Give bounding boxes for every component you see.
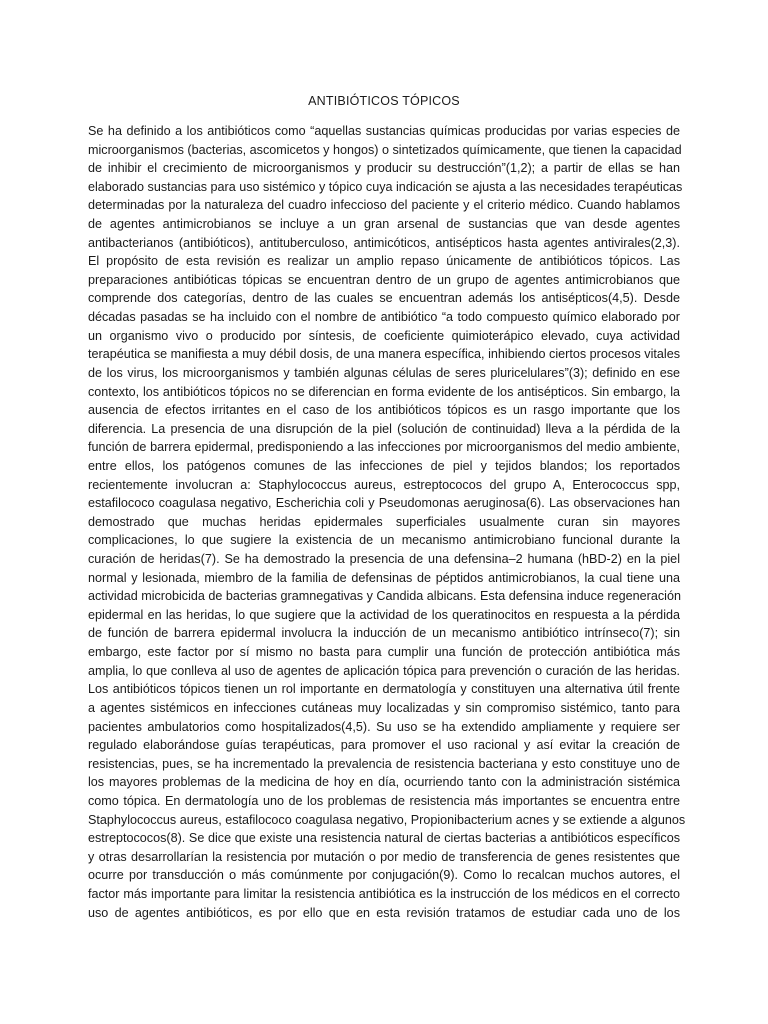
text-line: ausencia de efectos irritantes en el caso de los antibióticos tópicos es un rasgo importante que los (88, 403, 680, 418)
text-line: los mayores problemas de la medicina de hoy en día, ocurriendo tanto con la administración sistémica (88, 775, 680, 790)
text-line: función de barrera epidermal, predisponiendo a las infecciones por microorganismos del medio ambiente, (88, 440, 680, 455)
text-line: Los antibióticos tópicos tienen un rol importante en dermatología y constituyen una alternativa útil frente (88, 682, 680, 697)
text-line: como tópica. En dermatología uno de los problemas de resistencia más importantes se encuentra entre (88, 793, 680, 808)
text-line: ocurre por transducción o más comúnmente por conjugación(9). Como lo recalcan muchos autores, el (88, 868, 680, 883)
text-line: Staphylococcus aureus, estafilococo coagulasa negativo, Propionibacterium acnes y se extiende a algunos (88, 812, 686, 827)
body-paragraph (88, 122, 686, 922)
document-title: ANTIBIÓTICOS TÓPICOS (308, 94, 460, 108)
text-line: décadas pasadas se ha incluido con el nombre de antibiótico “a todo compuesto químico elaborado por (88, 310, 680, 325)
text-line: curación de heridas(7). Se ha demostrado la presencia de una defensina–2 humana (hBD-2) en la piel (88, 552, 680, 567)
text-line: determinadas por la naturaleza del cuadro infeccioso del paciente y el criterio médico. Cuando hablamos (88, 198, 680, 213)
text-line: microorganismos (bacterias, ascomicetos y hongos) o sintetizados químicamente, que tienen la capacidad (88, 142, 682, 157)
text-line: estreptococos(8). Se dice que existe una resistencia natural de ciertas bacterias a antibióticos específicos (88, 831, 680, 846)
text-line: comprende dos categorías, dentro de las cuales se encuentran además los antisépticos(4,5). Desde (88, 291, 680, 306)
text-line: contexto, los antibióticos tópicos no se diferencian en forma evidente de los antisépticos. Sin embargo, la (88, 384, 680, 399)
text-line: elaborado sustancias para uso sistémico y tópico cuya indicación se ajusta a las necesidades terapéuticas (88, 179, 683, 194)
text-line: preparaciones antibióticas tópicas se encuentran dentro de un grupo de agentes antimicrobianos que (88, 272, 680, 287)
text-line: regulado elaborándose guías terapéuticas, para promover el uso racional y así evitar la creación de (88, 738, 680, 753)
text-line: y otras desarrollarían la resistencia por mutación o por medio de transferencia de genes resistentes que (88, 849, 680, 864)
text-line: complicaciones, lo que sugiere la existencia de un mecanismo antimicrobiano funcional durante la (88, 533, 680, 548)
text-line: recientemente involucran a: Staphylococcus aureus, estreptococos del grupo A, Enterococcus spp, (88, 477, 680, 492)
text-line: amplia, lo que conlleva al uso de agentes de aplicación tópica para prevención o curación de las heridas. (88, 663, 680, 678)
text-line: resistencias, pues, se ha incrementado la prevalencia de resistencia bacteriana y esto constituye uno de (88, 756, 680, 771)
text-line: de inhibir el crecimiento de microorganismos y producir su destrucción”(1,2); a partir de ellas se han (88, 161, 680, 176)
text-line: uso de agentes antibióticos, es por ello que en esta revisión tratamos de estudiar cada uno de los (88, 905, 680, 920)
text-line: epidermal en las heridas, lo que sugiere que la actividad de los queratinocitos en respuesta a la pérdida (88, 607, 680, 622)
text-line: Se ha definido a los antibióticos como “aquellas sustancias químicas producidas por varias especies de (88, 124, 680, 138)
text-line: El propósito de esta revisión es realizar un amplio repaso únicamente de antibióticos tópicos. Las (88, 254, 680, 269)
text-line: pacientes ambulatorios como hospitalizados(4,5). Su uso se ha extendido ampliamente y requiere ser (88, 719, 680, 734)
text-line: factor más importante para limitar la resistencia antibiótica es la instrucción de los médicos en el correcto (88, 886, 680, 901)
text-line: de función de barrera epidermal involucra la inducción de un mecanismo antibiótico intrínseco(7); sin (88, 626, 680, 641)
text-line: embargo, este factor por sí mismo no basta para cumplir una función de protección antibiótica más (88, 645, 680, 660)
text-line: un organismo vivo o producido por síntesis, de coeficiente quimioterápico elevado, cuya actividad (88, 328, 680, 343)
text-line: a agentes sistémicos en infecciones cutáneas muy localizadas y sin compromiso sistémico, tanto para (88, 700, 680, 715)
text-line: terapéutica se manifiesta a muy débil dosis, de una manera específica, inhibiendo ciertos procesos vitales (88, 347, 680, 362)
text-line: de agentes antimicrobianos se incluye a un gran arsenal de sustancias que van desde agentes (88, 217, 680, 232)
text-line: demostrado que muchas heridas epidermales superficiales usualmente curan sin mayores (88, 514, 680, 529)
text-line: normal y lesionada, miembro de la familia de defensinas de péptidos antimicrobianos, la cual tiene una (88, 570, 680, 585)
text-line: actividad microbicida de bacterias gramnegativas y Candida albicans. Esta defensina induce regeneración (88, 589, 681, 604)
text-line: entre ellos, los patógenos comunes de las infecciones de piel y tejidos blandos; los reportados (88, 458, 680, 473)
text-line: estafilococo coagulasa negativo, Escherichia coli y Pseudomonas aeruginosa(6). Las observaciones han (88, 496, 680, 511)
text-line: de los virus, los microorganismos y también algunas células de seres pluricelulares”(3); definido en ese (88, 365, 680, 380)
text-line: diferencia. La presencia de una disrupción de la piel (solución de continuidad) lleva a la pérdida de la (88, 421, 680, 436)
text-line: antibacterianos (antibióticos), antituberculoso, antimicóticos, antisépticos hasta agentes antivirales(2,3). (88, 235, 680, 250)
